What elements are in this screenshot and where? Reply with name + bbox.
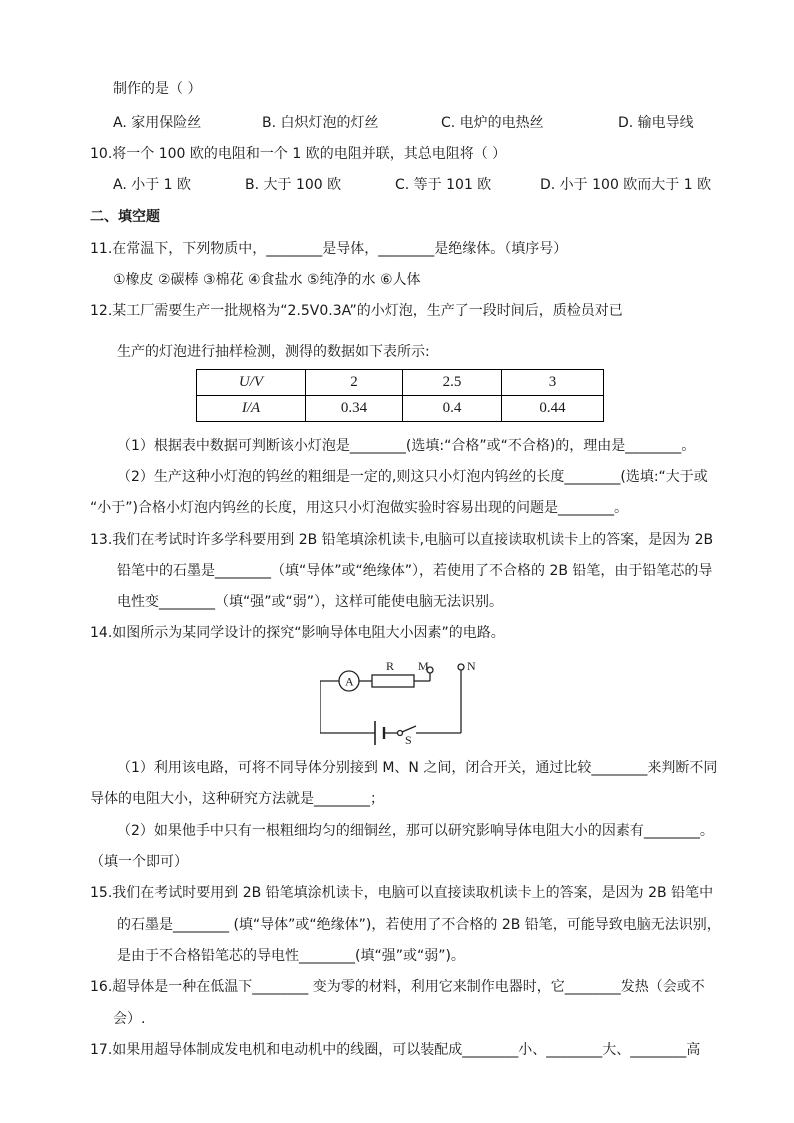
q14-part1-line2: 导体的电阻大小，这种研究方法就是________； (90, 791, 384, 807)
q13-line3: 电性变________（填“强”或“弱”），这样可能使电脑无法识别。 (117, 594, 504, 610)
terminal-m-label: M (418, 659, 429, 673)
table-row-header: I/A (197, 396, 306, 422)
table-row (197, 396, 604, 422)
table-cell: 0.44 (502, 396, 604, 422)
q9-stem-tail: 制作的是（ ） (113, 81, 202, 97)
q15-line2: 的石墨是________ (填“导体”或“绝缘体”)，若使用了不合格的 2B 铅笔，可能导致电脑无法识别， (117, 917, 721, 933)
resistor-label: R (386, 659, 395, 673)
q16-line2: 会）. (113, 1011, 146, 1027)
q10-option-a: A. 小于 1 欧 (113, 177, 192, 193)
table-cell: 3 (502, 370, 604, 396)
terminal-n-icon (458, 664, 464, 670)
q9-option-d: D. 输电导线 (618, 115, 694, 131)
q11-stem: 11.在常温下，下列物质中，________是导体，________是绝缘体。（填序号） (90, 241, 568, 257)
q9-option-a: A. 家用保险丝 (113, 115, 202, 131)
q10-stem: 10.将一个 100 欧的电阻和一个 1 欧的电阻并联，其总电阻将（ ） (90, 146, 507, 162)
q12-part2-line1: （2）生产这种小灯泡的钨丝的粗细是一定的,则这只小灯泡内钨丝的长度________(选填:“大于或 (117, 469, 708, 485)
q15-line3: 是由于不合格铅笔芯的导电性________(填“强”或“弱”)。 (117, 948, 465, 964)
q12-part1: （1）根据表中数据可判断该小灯泡是________(选填:“合格”或“不合格)的，理由是________。 (117, 438, 696, 454)
switch-label: S (405, 733, 412, 747)
table-cell: 2.5 (403, 370, 502, 396)
q16-line1: 16.超导体是一种在低温下________ 变为零的材料，利用它来制作电器时，它________发热（会或不 (90, 979, 705, 995)
q9-option-c: C. 电炉的电热丝 (441, 115, 544, 131)
resistor-icon (372, 675, 414, 687)
table-cell: 0.4 (403, 396, 502, 422)
ammeter-label: A (345, 674, 354, 689)
q14-part1-line1: （1）利用该电路，可将不同导体分别接到 M、N 之间，闭合开关，通过比较________来判断不同 (117, 760, 718, 776)
q9-option-b: B. 白炽灯泡的灯丝 (262, 115, 379, 131)
table-row (197, 370, 604, 396)
q14-stem: 14.如图所示为某同学设计的探究“影响导体电阻大小因素”的电路。 (90, 625, 505, 641)
q12-part2-line2: “小于”)合格小灯泡内钨丝的长度，用这只小灯泡做实验时容易出现的问题是________。 (90, 500, 628, 516)
q17-line1: 17.如果用超导体制成发电机和电动机中的线圈，可以装配成________小、________大、________高 (90, 1042, 701, 1058)
q10-option-b: B. 大于 100 欧 (245, 177, 342, 193)
q11-items: ①橡皮 ②碳棒 ③棉花 ④食盐水 ⑤纯净的水 ⑥人体 (113, 272, 421, 288)
table-cell: 2 (306, 370, 403, 396)
section-title: 二、填空题 (90, 209, 160, 225)
circuit-diagram (320, 658, 480, 750)
q15-line1: 15.我们在考试时要用到 2B 铅笔填涂机读卡，电脑可以直接读取机读卡上的答案，是因为 2B 铅笔中 (90, 885, 714, 901)
table-cell: 0.34 (306, 396, 403, 422)
q12-stem-line1: 12.某工厂需要生产一批规格为“2.5V0.3A”的小灯泡，生产了一段时间后，质检员对已 (90, 303, 623, 319)
q14-part2-line1: （2）如果他手中只有一根粗细均匀的细铜丝，那可以研究影响导体电阻大小的因素有________。 (117, 823, 714, 839)
q14-part2-line2: （填一个即可） (90, 854, 188, 870)
q13-line1: 13.我们在考试时许多学科要用到 2B 铅笔填涂机读卡,电脑可以直接读取机读卡上的答案，是因为 2B (90, 532, 714, 548)
q12-data-table (196, 369, 604, 422)
q10-option-d: D. 小于 100 欧而大于 1 欧 (540, 177, 712, 193)
q12-stem-line2: 生产的灯泡进行抽样检测，测得的数据如下表所示: (117, 344, 430, 360)
terminal-n-label: N (467, 659, 476, 673)
switch-icon (402, 726, 416, 732)
q10-option-c: C. 等于 101 欧 (395, 177, 492, 193)
q13-line2: 铅笔中的石墨是________（填“导体”或“绝缘体”），若使用了不合格的 2B 铅笔，由于铅笔芯的导 (117, 563, 713, 579)
switch-icon (398, 731, 403, 736)
table-row-header: U/V (197, 370, 306, 396)
